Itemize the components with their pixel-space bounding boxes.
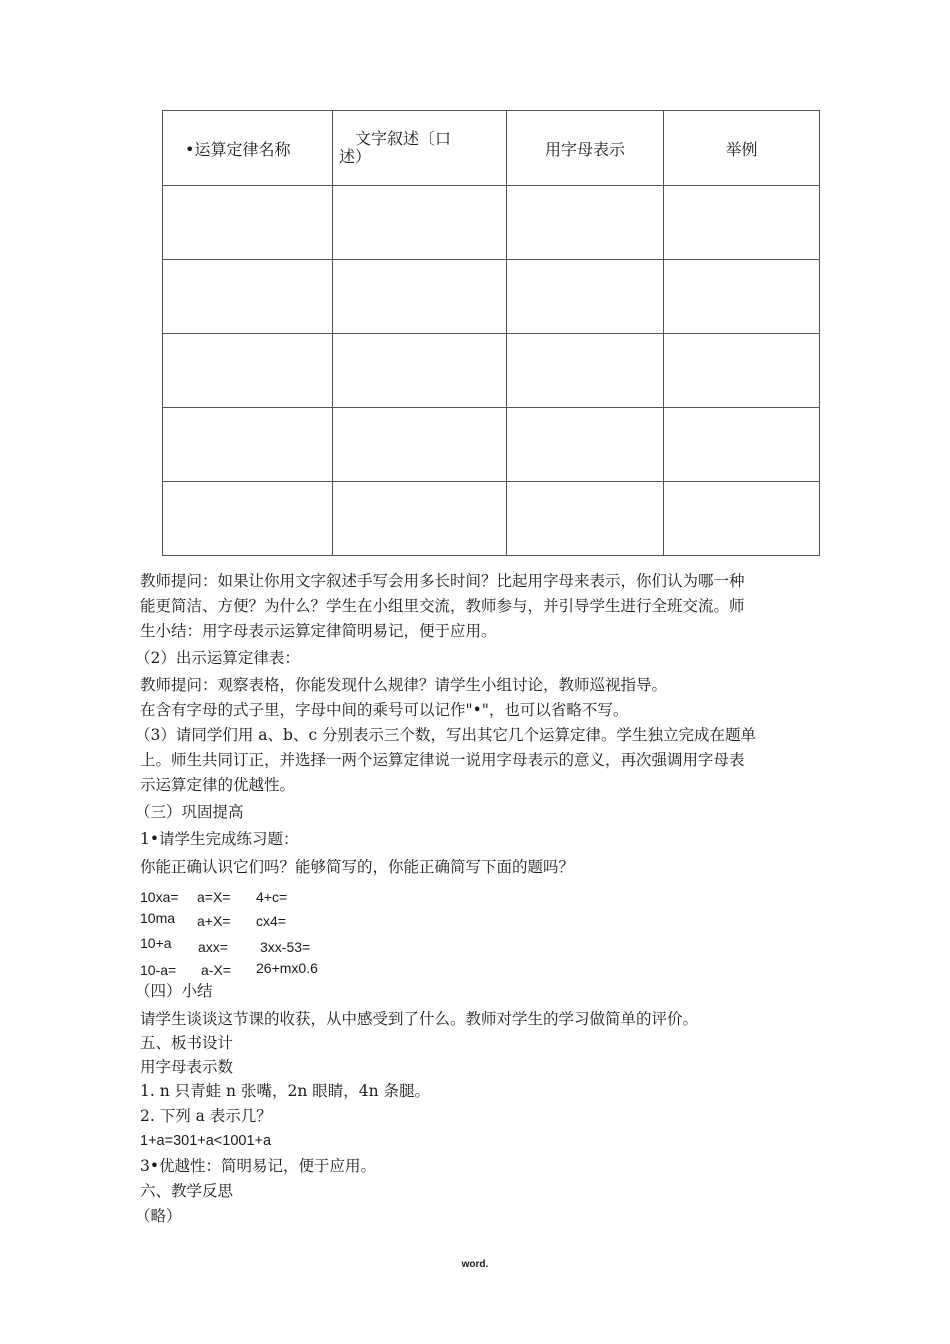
exercise-item: 10xa= <box>140 889 179 905</box>
paragraph-line: （3）请同学们用 a、b、c 分别表示三个数，写出其它几个运算定律。学生独立完成在题单 <box>135 726 757 744</box>
table-cell <box>664 186 820 260</box>
paragraph-line: 在含有字母的式子里，字母中间的乘号可以记作"•"，也可以省略不写。 <box>140 701 629 719</box>
table-cell <box>333 482 507 556</box>
paragraph-line: 2. 下列 a 表示几？ <box>140 1107 272 1125</box>
paragraph-line: 上。师生共同订正，并选择一两个运算定律说一说用字母表示的意义，再次强调用字母表 <box>140 751 745 769</box>
page-footer: word. <box>461 1259 489 1270</box>
paragraph-line: 示运算定律的优越性。 <box>140 776 296 794</box>
table-cell <box>333 260 507 334</box>
exercise-item: a+X= <box>197 913 231 929</box>
paragraph-line: 教师提问：观察表格，你能发现什么规律？请学生小组讨论，教师巡视指导。 <box>140 676 668 694</box>
paragraph-line: 用字母表示数 <box>140 1058 234 1076</box>
table-cell <box>507 260 664 334</box>
section-heading: 五、板书设计 <box>140 1034 234 1052</box>
section-heading: （2）出示运算定律表： <box>135 649 300 667</box>
table-cell <box>664 482 820 556</box>
table-cell <box>333 408 507 482</box>
header-letter-form: 用字母表示 <box>507 111 664 186</box>
exercise-item: 4+c= <box>256 889 288 905</box>
table-row <box>163 408 820 482</box>
table-row <box>163 482 820 556</box>
table-header-row <box>163 111 820 186</box>
table-cell <box>664 260 820 334</box>
exercise-item: axx= <box>198 939 228 955</box>
table-cell <box>507 482 664 556</box>
table-cell <box>163 334 333 408</box>
header-law-name: •运算定律名称 <box>163 111 333 186</box>
paragraph-line: 你能正确认识它们吗？能够简写的，你能正确简写下面的题吗？ <box>140 858 575 876</box>
paragraph-line: 1. n 只青蛙 n 张嘴，2n 眼睛，4n 条腿。 <box>140 1082 431 1100</box>
table-cell <box>163 186 333 260</box>
paragraph-line: 能更简洁、方便？为什么？学生在小组里交流，教师参与，并引导学生进行全班交流。师 <box>140 597 745 615</box>
section-heading: （三）巩固提高 <box>135 803 244 821</box>
table-cell <box>664 408 820 482</box>
table-cell <box>333 334 507 408</box>
header-example: 举例 <box>664 111 820 186</box>
table-cell <box>333 186 507 260</box>
header-text-description <box>333 111 507 186</box>
exercise-item: 26+mx0.6 <box>256 960 318 976</box>
paragraph-line: （略） <box>135 1207 182 1225</box>
table-cell <box>507 186 664 260</box>
paragraph-line: 1•请学生完成练习题： <box>140 830 299 848</box>
paragraph-line: 请学生谈谈这节课的收获，从中感受到了什么。教师对学生的学习做简单的评价。 <box>140 1010 699 1028</box>
table-row <box>163 260 820 334</box>
exercise-item: a=X= <box>197 889 231 905</box>
table-row <box>163 334 820 408</box>
paragraph-line: 教师提问：如果让你用文字叙述手写会用多长时间？比起用字母来表示，你们认为哪一种 <box>140 572 745 590</box>
header-col2-line2: 述） <box>339 147 372 166</box>
table-cell <box>507 334 664 408</box>
paragraph-line: 生小结：用字母表示运算定律简明易记，便于应用。 <box>140 622 497 640</box>
header-col2-line1: 文字叙述〔口 <box>355 129 452 148</box>
exercise-item: 10+a <box>140 935 172 951</box>
table-cell <box>664 334 820 408</box>
table-cell <box>163 260 333 334</box>
table-cell <box>507 408 664 482</box>
table-cell <box>163 482 333 556</box>
table-cell <box>163 408 333 482</box>
table-row <box>163 186 820 260</box>
exercise-item: 10-a= <box>140 962 177 978</box>
paragraph-line: 3•优越性：简明易记，便于应用。 <box>140 1157 377 1175</box>
exercise-item: 3xx-53= <box>260 939 311 955</box>
section-heading: （四）小结 <box>135 982 213 1000</box>
exercise-item: 10ma <box>140 910 176 926</box>
exercise-item: cx4= <box>256 913 286 929</box>
exercise-item: a-X= <box>201 962 231 978</box>
paragraph-line: 1+a=301+a<1001+a <box>140 1133 272 1149</box>
section-heading: 六、教学反思 <box>140 1182 234 1200</box>
operation-laws-table <box>162 110 820 556</box>
